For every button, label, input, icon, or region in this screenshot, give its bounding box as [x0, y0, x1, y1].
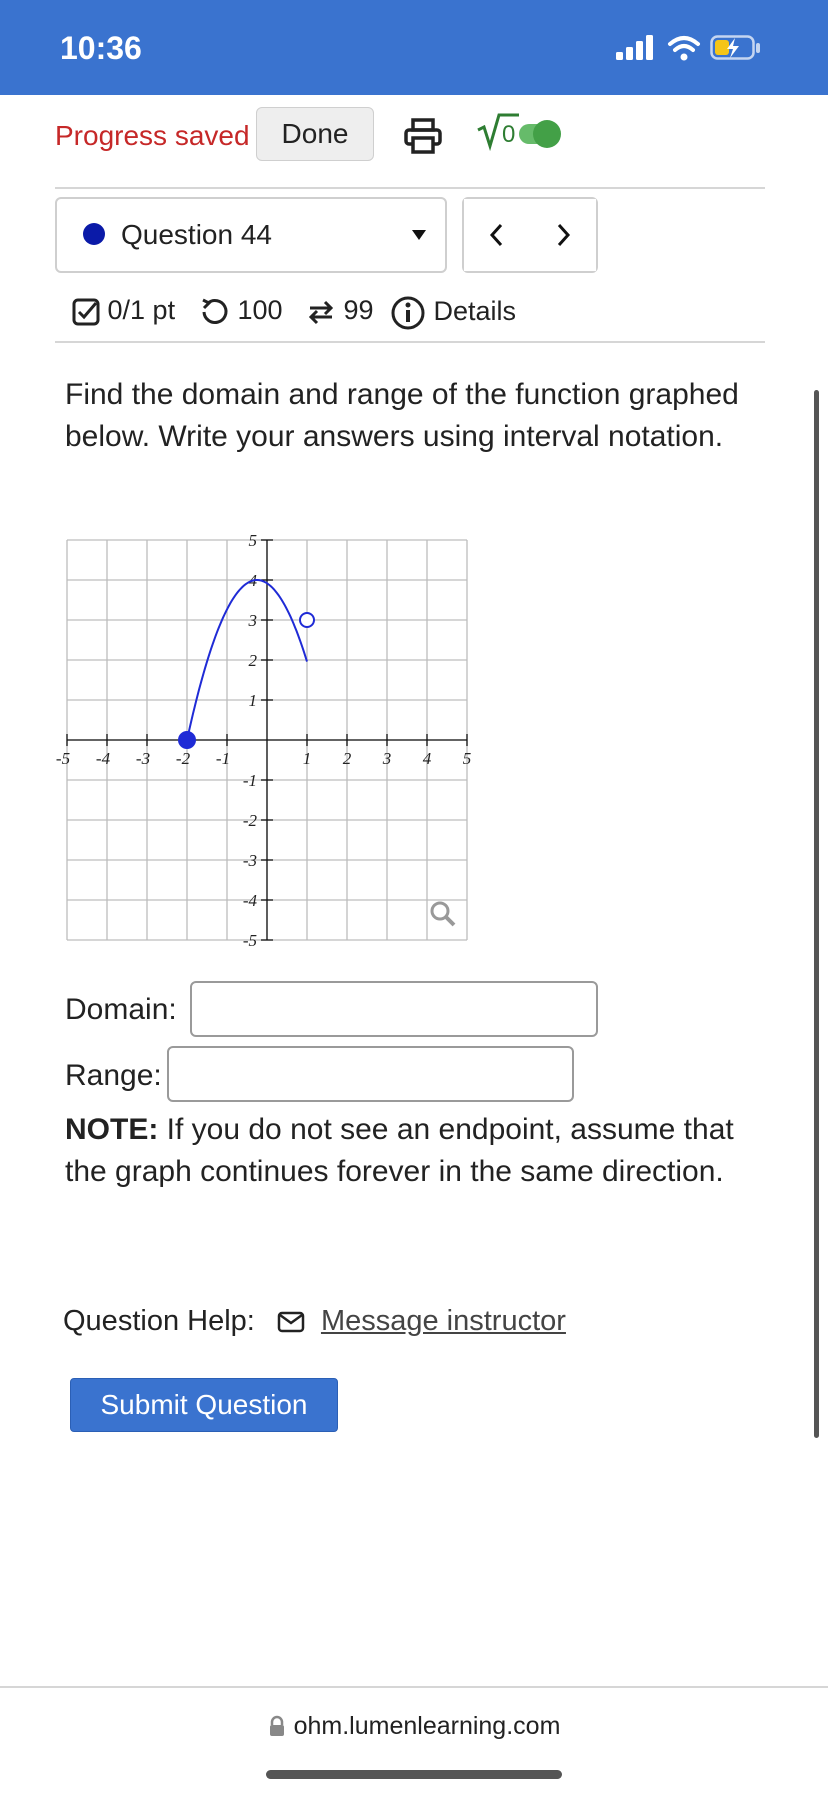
caret-down-icon: [411, 229, 427, 241]
note-text: If you do not see an endpoint, assume that the graph continues forever in the same direction.: [65, 1113, 734, 1188]
mail-icon: [277, 1311, 305, 1333]
note: [65, 1109, 775, 1193]
x-tick-label: 2: [342, 749, 352, 768]
scrollbar[interactable]: [814, 390, 819, 1438]
home-indicator[interactable]: [266, 1770, 562, 1779]
signal-icon: [614, 34, 658, 62]
wifi-icon: [668, 34, 700, 62]
url-bar[interactable]: [0, 1712, 828, 1741]
attempts-icon: [306, 297, 336, 327]
x-tick-label: 3: [382, 749, 392, 768]
battery-charging-icon: [710, 34, 762, 62]
range-label: Range:: [65, 1059, 162, 1092]
y-tick-label: -1: [242, 771, 257, 790]
open-endpoint: [300, 613, 314, 627]
question-select-label: Question 44: [121, 219, 272, 250]
info-icon: [390, 295, 426, 331]
message-instructor-link[interactable]: Message instructor: [320, 1305, 566, 1337]
question-help-label: Question Help:: [63, 1305, 255, 1337]
y-tick-label: -2: [242, 811, 257, 830]
domain-input[interactable]: [190, 981, 598, 1037]
divider: [55, 187, 765, 189]
y-tick-label: -5: [242, 931, 257, 950]
status-bar: [0, 0, 828, 95]
retries-info: [200, 295, 283, 327]
lock-icon: [268, 1715, 286, 1737]
note-label: NOTE:: [65, 1113, 159, 1146]
x-tick-label: 4: [422, 749, 432, 768]
closed-endpoint: [179, 732, 195, 748]
x-tick-label: -2: [175, 749, 191, 768]
x-tick-label: 1: [302, 749, 312, 768]
progress-saved-status: Progress saved: [55, 120, 250, 151]
points-value: 0/1 pt: [107, 295, 176, 325]
attempts-value: 99: [343, 295, 374, 325]
details-label: Details: [433, 296, 517, 327]
done-button[interactable]: Done: [256, 107, 374, 161]
question-status-dot: [83, 223, 105, 245]
status-time: 10:36: [60, 30, 142, 66]
checkbox-icon: [72, 298, 100, 326]
chevron-left-icon: [487, 223, 507, 247]
previous-question-button[interactable]: [464, 199, 532, 271]
y-tick-label: 5: [248, 531, 257, 550]
url-text: ohm.lumenlearning.com: [293, 1712, 561, 1740]
function-graph: [55, 531, 472, 950]
question-prompt: Find the domain and range of the function graphed below. Write your answers using interval notation.: [65, 378, 739, 453]
zoom-magnifier-icon[interactable]: [432, 903, 454, 925]
divider: [55, 341, 765, 343]
x-tick-label: 5: [462, 749, 472, 768]
print-icon[interactable]: [403, 116, 443, 161]
y-tick-label: -3: [242, 851, 257, 870]
x-tick-label: -5: [55, 749, 71, 768]
y-tick-label: 3: [248, 611, 257, 630]
svg-text:0: 0: [502, 121, 516, 148]
y-tick-label: 2: [248, 651, 257, 670]
y-tick-label: 1: [248, 691, 257, 710]
domain-label: Domain:: [65, 993, 177, 1026]
x-tick-label: -4: [95, 749, 111, 768]
retry-icon: [200, 297, 230, 327]
submit-question-button[interactable]: Submit Question: [70, 1378, 338, 1432]
retries-value: 100: [237, 295, 283, 325]
details-link[interactable]: [390, 295, 516, 331]
question-nav-buttons: [462, 197, 598, 273]
attempts-info: [306, 295, 374, 327]
browser-bottom-bar: [0, 1686, 828, 1794]
assessment-toolbar: [55, 106, 765, 164]
x-tick-label: -1: [215, 749, 231, 768]
next-question-button[interactable]: [530, 199, 596, 271]
math-display-toggle[interactable]: [475, 112, 575, 161]
y-tick-label: 4: [248, 571, 257, 590]
question-help: [63, 1305, 566, 1338]
range-input[interactable]: [167, 1046, 574, 1102]
y-tick-label: -4: [242, 891, 257, 910]
x-tick-label: -3: [135, 749, 151, 768]
chevron-right-icon: [553, 223, 573, 247]
points-info: [72, 295, 175, 326]
question-select[interactable]: [55, 197, 447, 273]
